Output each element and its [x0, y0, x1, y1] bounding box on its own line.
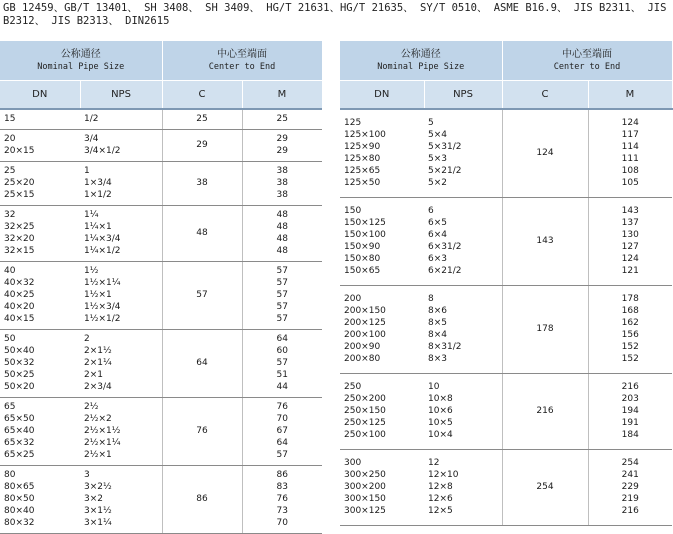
- nps-value: 5×2: [428, 178, 447, 188]
- nps-cell: [80, 206, 162, 262]
- nominal-size-header: [340, 41, 502, 81]
- nps-value: 12×8: [428, 482, 453, 492]
- dn-value: 250×125: [344, 418, 386, 428]
- nps-value: 1¼×1/2: [84, 246, 121, 256]
- nps-value: 8×31/2: [428, 342, 462, 352]
- nps-value: 5×21/2: [428, 166, 462, 176]
- nps-value: 8×6: [428, 306, 447, 316]
- center-to-end-en: Center to End: [208, 61, 276, 72]
- m-value: 254: [621, 458, 639, 468]
- dn-value: 25: [4, 166, 16, 176]
- dn-value: 40×32: [4, 278, 35, 288]
- nps-value: 2½×2: [84, 414, 112, 424]
- dn-cell: [0, 398, 80, 466]
- center-to-end-header: [502, 41, 672, 81]
- spec-group-row: [0, 162, 322, 206]
- dn-value: 65×40: [4, 426, 35, 436]
- m-value: 130: [621, 230, 639, 240]
- nps-cell: [424, 374, 502, 450]
- nps-value: 1¼×1: [84, 222, 112, 232]
- nps-value: 1½×1¼: [84, 278, 121, 288]
- c-cell: 25: [162, 109, 242, 130]
- dn-value: 40×25: [4, 290, 35, 300]
- m-cell: [588, 198, 672, 286]
- nps-value: 2½×1¼: [84, 438, 121, 448]
- nps-value: 1½×1/2: [84, 314, 121, 324]
- dn-value: 32×25: [4, 222, 35, 232]
- spec-group-row: [0, 109, 322, 130]
- nps-value: 8: [428, 294, 434, 304]
- dn-value: 150×80: [344, 254, 381, 264]
- nps-cell: [80, 262, 162, 330]
- col-c-header: C: [502, 81, 588, 110]
- spec-group-row: [0, 206, 322, 262]
- m-value: 203: [621, 394, 639, 404]
- col-c-header: C: [162, 81, 242, 110]
- dn-value: 80×40: [4, 506, 35, 516]
- nps-value: 1¼: [84, 210, 99, 220]
- c-cell: 86: [162, 466, 242, 534]
- m-value: 229: [621, 482, 639, 492]
- nps-value: 2½×1: [84, 450, 112, 460]
- m-value: 156: [621, 330, 639, 340]
- subheader-row: [340, 81, 672, 110]
- nps-value: 6×5: [428, 218, 447, 228]
- dn-cell: [340, 286, 424, 374]
- c-cell: 38: [162, 162, 242, 206]
- dn-value: 250×150: [344, 406, 386, 416]
- nps-value: 8×4: [428, 330, 447, 340]
- m-value: 57: [276, 278, 288, 288]
- nps-value: 12×10: [428, 470, 459, 480]
- nominal-size-en: Nominal Pipe Size: [37, 61, 125, 72]
- nps-value: 5×31/2: [428, 142, 462, 152]
- col-m-header: M: [242, 81, 322, 110]
- m-value: 70: [276, 518, 288, 528]
- dn-value: 80×32: [4, 518, 35, 528]
- dn-value: 20: [4, 134, 16, 144]
- nps-value: 12: [428, 458, 440, 468]
- subheader-row: [0, 81, 322, 110]
- nps-value: 10×6: [428, 406, 453, 416]
- m-value: 38: [276, 178, 288, 188]
- dn-value: 150: [344, 206, 362, 216]
- nps-value: 5×3: [428, 154, 447, 164]
- spec-group-row: [0, 262, 322, 330]
- nps-value: 3: [84, 470, 90, 480]
- nps-value: 3×1¼: [84, 518, 112, 528]
- m-cell: [588, 286, 672, 374]
- dn-value: 125×90: [344, 142, 381, 152]
- dn-value: 150×90: [344, 242, 381, 252]
- dn-value: 25×15: [4, 190, 35, 200]
- dn-value: 300: [344, 458, 362, 468]
- m-value: 48: [276, 210, 288, 220]
- dn-value: 150×100: [344, 230, 386, 240]
- nps-value: 12×5: [428, 506, 453, 516]
- spec-group-row: [0, 130, 322, 162]
- m-value: 191: [621, 418, 639, 428]
- dn-cell: [340, 198, 424, 286]
- m-value: 60: [276, 346, 288, 356]
- col-dn-header: DN: [0, 81, 80, 110]
- spec-group-row: [0, 330, 322, 398]
- nominal-size-zh: 公称通径: [60, 48, 101, 60]
- m-value: 70: [276, 414, 288, 424]
- m-value: 162: [621, 318, 639, 328]
- m-cell: [242, 262, 322, 330]
- dn-value: 125×65: [344, 166, 381, 176]
- nps-value: 2×1: [84, 370, 103, 380]
- m-value: 219: [621, 494, 639, 504]
- dn-value: 125: [344, 118, 362, 128]
- dn-value: 200×150: [344, 306, 386, 316]
- nps-cell: [80, 130, 162, 162]
- dn-value: 125×100: [344, 130, 386, 140]
- m-value: 29: [276, 146, 288, 156]
- m-cell: [242, 109, 322, 130]
- dn-value: 65×32: [4, 438, 35, 448]
- c-cell: 29: [162, 130, 242, 162]
- m-value: 194: [621, 406, 639, 416]
- nps-value: 1/2: [84, 114, 99, 124]
- m-value: 64: [276, 438, 288, 448]
- dn-value: 15: [4, 114, 16, 124]
- c-cell: 178: [502, 286, 588, 374]
- m-value: 51: [276, 370, 288, 380]
- m-value: 25: [276, 114, 288, 124]
- dn-cell: [0, 109, 80, 130]
- m-value: 38: [276, 190, 288, 200]
- nps-value: 6×3: [428, 254, 447, 264]
- nps-value: 2½×1½: [84, 426, 121, 436]
- nps-value: 3×2½: [84, 482, 112, 492]
- m-value: 64: [276, 334, 288, 344]
- m-value: 117: [621, 130, 639, 140]
- nps-cell: [424, 109, 502, 198]
- dn-value: 40: [4, 266, 16, 276]
- m-value: 76: [276, 402, 288, 412]
- center-to-end-zh: 中心至端面: [562, 48, 612, 60]
- nps-value: 2½: [84, 402, 99, 412]
- m-value: 111: [621, 154, 639, 164]
- m-value: 127: [621, 242, 639, 252]
- m-value: 184: [621, 430, 639, 440]
- dn-value: 32: [4, 210, 16, 220]
- nps-cell: [424, 198, 502, 286]
- nps-value: 6×21/2: [428, 266, 462, 276]
- dn-value: 300×150: [344, 494, 386, 504]
- dn-value: 65×50: [4, 414, 35, 424]
- dn-value: 50: [4, 334, 16, 344]
- nominal-size-header: [0, 41, 162, 81]
- m-value: 38: [276, 166, 288, 176]
- dn-value: 200: [344, 294, 362, 304]
- dn-value: 65×25: [4, 450, 35, 460]
- nps-value: 1×3/4: [84, 178, 112, 188]
- nps-value: 1½×3/4: [84, 302, 121, 312]
- center-to-end-zh: 中心至端面: [217, 48, 267, 60]
- c-cell: 143: [502, 198, 588, 286]
- dn-value: 200×80: [344, 354, 381, 364]
- nps-value: 1: [84, 166, 90, 176]
- c-cell: 216: [502, 374, 588, 450]
- m-value: 108: [621, 166, 639, 176]
- m-value: 48: [276, 234, 288, 244]
- nps-value: 3×2: [84, 494, 103, 504]
- nps-value: 12×6: [428, 494, 453, 504]
- m-value: 57: [276, 266, 288, 276]
- m-cell: [242, 330, 322, 398]
- dn-cell: [340, 109, 424, 198]
- right-table-body: [340, 41, 672, 526]
- m-value: 137: [621, 218, 639, 228]
- dn-value: 50×25: [4, 370, 35, 380]
- dn-value: 125×80: [344, 154, 381, 164]
- nps-value: 3×1½: [84, 506, 112, 516]
- header-row: [340, 41, 672, 81]
- m-value: 152: [621, 354, 639, 364]
- dn-value: 250×100: [344, 430, 386, 440]
- m-value: 124: [621, 254, 639, 264]
- table-gap: [322, 41, 340, 517]
- m-cell: [242, 130, 322, 162]
- nps-value: 2: [84, 334, 90, 344]
- nps-cell: [80, 162, 162, 206]
- m-cell: [242, 398, 322, 466]
- m-value: 105: [621, 178, 639, 188]
- nps-cell: [80, 109, 162, 130]
- nps-value: 6: [428, 206, 434, 216]
- spec-group-row: [0, 398, 322, 466]
- c-cell: 64: [162, 330, 242, 398]
- c-cell: 57: [162, 262, 242, 330]
- nps-value: 2×3/4: [84, 382, 112, 392]
- spec-group-row: [340, 374, 672, 450]
- dn-value: 300×250: [344, 470, 386, 480]
- c-cell: 76: [162, 398, 242, 466]
- dn-value: 80: [4, 470, 16, 480]
- dn-value: 80×50: [4, 494, 35, 504]
- c-cell: 254: [502, 450, 588, 526]
- nps-value: 10×5: [428, 418, 453, 428]
- nps-value: 6×4: [428, 230, 447, 240]
- m-value: 114: [621, 142, 639, 152]
- m-cell: [242, 466, 322, 534]
- dn-cell: [0, 466, 80, 534]
- dn-value: 50×20: [4, 382, 35, 392]
- center-to-end-en: Center to End: [553, 61, 621, 72]
- m-value: 48: [276, 246, 288, 256]
- dn-value: 125×50: [344, 178, 381, 188]
- m-value: 29: [276, 134, 288, 144]
- dn-value: 150×125: [344, 218, 386, 228]
- nps-value: 2×1½: [84, 346, 112, 356]
- dn-value: 50×32: [4, 358, 35, 368]
- dn-value: 300×125: [344, 506, 386, 516]
- dn-value: 32×20: [4, 234, 35, 244]
- m-value: 73: [276, 506, 288, 516]
- nps-value: 8×5: [428, 318, 447, 328]
- spec-group-row: [340, 450, 672, 526]
- nps-value: 1½×1: [84, 290, 112, 300]
- col-nps-header: NPS: [424, 81, 502, 110]
- nps-value: 5: [428, 118, 434, 128]
- m-value: 57: [276, 450, 288, 460]
- dn-cell: [0, 130, 80, 162]
- reducer-table-right: [340, 41, 673, 526]
- m-cell: [588, 109, 672, 198]
- m-value: 168: [621, 306, 639, 316]
- nps-value: 5×4: [428, 130, 447, 140]
- spec-group-row: [340, 286, 672, 374]
- dn-value: 50×40: [4, 346, 35, 356]
- dn-value: 65: [4, 402, 16, 412]
- dn-value: 40×20: [4, 302, 35, 312]
- dn-value: 200×90: [344, 342, 381, 352]
- nps-value: 10×4: [428, 430, 453, 440]
- m-value: 143: [621, 206, 639, 216]
- nps-value: 8×3: [428, 354, 447, 364]
- c-cell: 124: [502, 109, 588, 198]
- col-dn-header: DN: [340, 81, 424, 110]
- m-value: 57: [276, 290, 288, 300]
- m-cell: [242, 162, 322, 206]
- nps-value: 3/4: [84, 134, 99, 144]
- spec-group-row: [340, 109, 672, 198]
- dn-value: 250×200: [344, 394, 386, 404]
- m-cell: [588, 450, 672, 526]
- nps-cell: [424, 450, 502, 526]
- dn-cell: [0, 162, 80, 206]
- m-value: 241: [621, 470, 639, 480]
- dn-value: 300×200: [344, 482, 386, 492]
- dn-cell: [0, 206, 80, 262]
- m-value: 178: [621, 294, 639, 304]
- dn-cell: [340, 374, 424, 450]
- nps-value: 10: [428, 382, 440, 392]
- nps-cell: [80, 330, 162, 398]
- col-nps-header: NPS: [80, 81, 162, 110]
- header-row: [0, 41, 322, 81]
- dn-value: 200×125: [344, 318, 386, 328]
- m-cell: [242, 206, 322, 262]
- nps-value: 3/4×1/2: [84, 146, 121, 156]
- nps-cell: [80, 398, 162, 466]
- nps-cell: [424, 286, 502, 374]
- m-value: 57: [276, 358, 288, 368]
- dn-value: 25×20: [4, 178, 35, 188]
- nominal-size-en: Nominal Pipe Size: [377, 61, 465, 72]
- spec-group-row: [340, 198, 672, 286]
- dn-value: 32×15: [4, 246, 35, 256]
- m-value: 216: [621, 382, 639, 392]
- dn-value: 20×15: [4, 146, 35, 156]
- m-value: 121: [621, 266, 639, 276]
- standards-line: GB 12459、GB/T 13401、 SH 3408、 SH 3409、 HG/T 21631、HG/T 21635、 SY/T 0510、 ASME B16.9、 JIS B2311、 JIS B2312、 JIS B2313、 DIN2615: [3, 2, 673, 27]
- m-value: 67: [276, 426, 288, 436]
- dn-value: 40×15: [4, 314, 35, 324]
- m-value: 48: [276, 222, 288, 232]
- dn-cell: [0, 330, 80, 398]
- dn-value: 80×65: [4, 482, 35, 492]
- nps-value: 10×8: [428, 394, 453, 404]
- left-table-body: [0, 41, 322, 534]
- dn-cell: [340, 450, 424, 526]
- spec-group-row: [0, 466, 322, 534]
- dn-value: 250: [344, 382, 362, 392]
- col-m-header: M: [588, 81, 672, 110]
- m-value: 44: [276, 382, 288, 392]
- reducer-table-left: [0, 41, 323, 534]
- m-value: 83: [276, 482, 288, 492]
- m-value: 76: [276, 494, 288, 504]
- m-value: 57: [276, 314, 288, 324]
- m-value: 216: [621, 506, 639, 516]
- nps-value: 2×1¼: [84, 358, 112, 368]
- nominal-size-zh: 公称通径: [400, 48, 441, 60]
- c-cell: 48: [162, 206, 242, 262]
- nps-value: 1¼×3/4: [84, 234, 121, 244]
- dn-cell: [0, 262, 80, 330]
- nps-value: 6×31/2: [428, 242, 462, 252]
- dn-value: 200×100: [344, 330, 386, 340]
- nps-value: 1×1/2: [84, 190, 112, 200]
- m-value: 86: [276, 470, 288, 480]
- m-value: 152: [621, 342, 639, 352]
- dn-value: 150×65: [344, 266, 381, 276]
- m-cell: [588, 374, 672, 450]
- nps-cell: [80, 466, 162, 534]
- m-value: 124: [621, 118, 639, 128]
- nps-value: 1½: [84, 266, 99, 276]
- m-value: 57: [276, 302, 288, 312]
- center-to-end-header: [162, 41, 322, 81]
